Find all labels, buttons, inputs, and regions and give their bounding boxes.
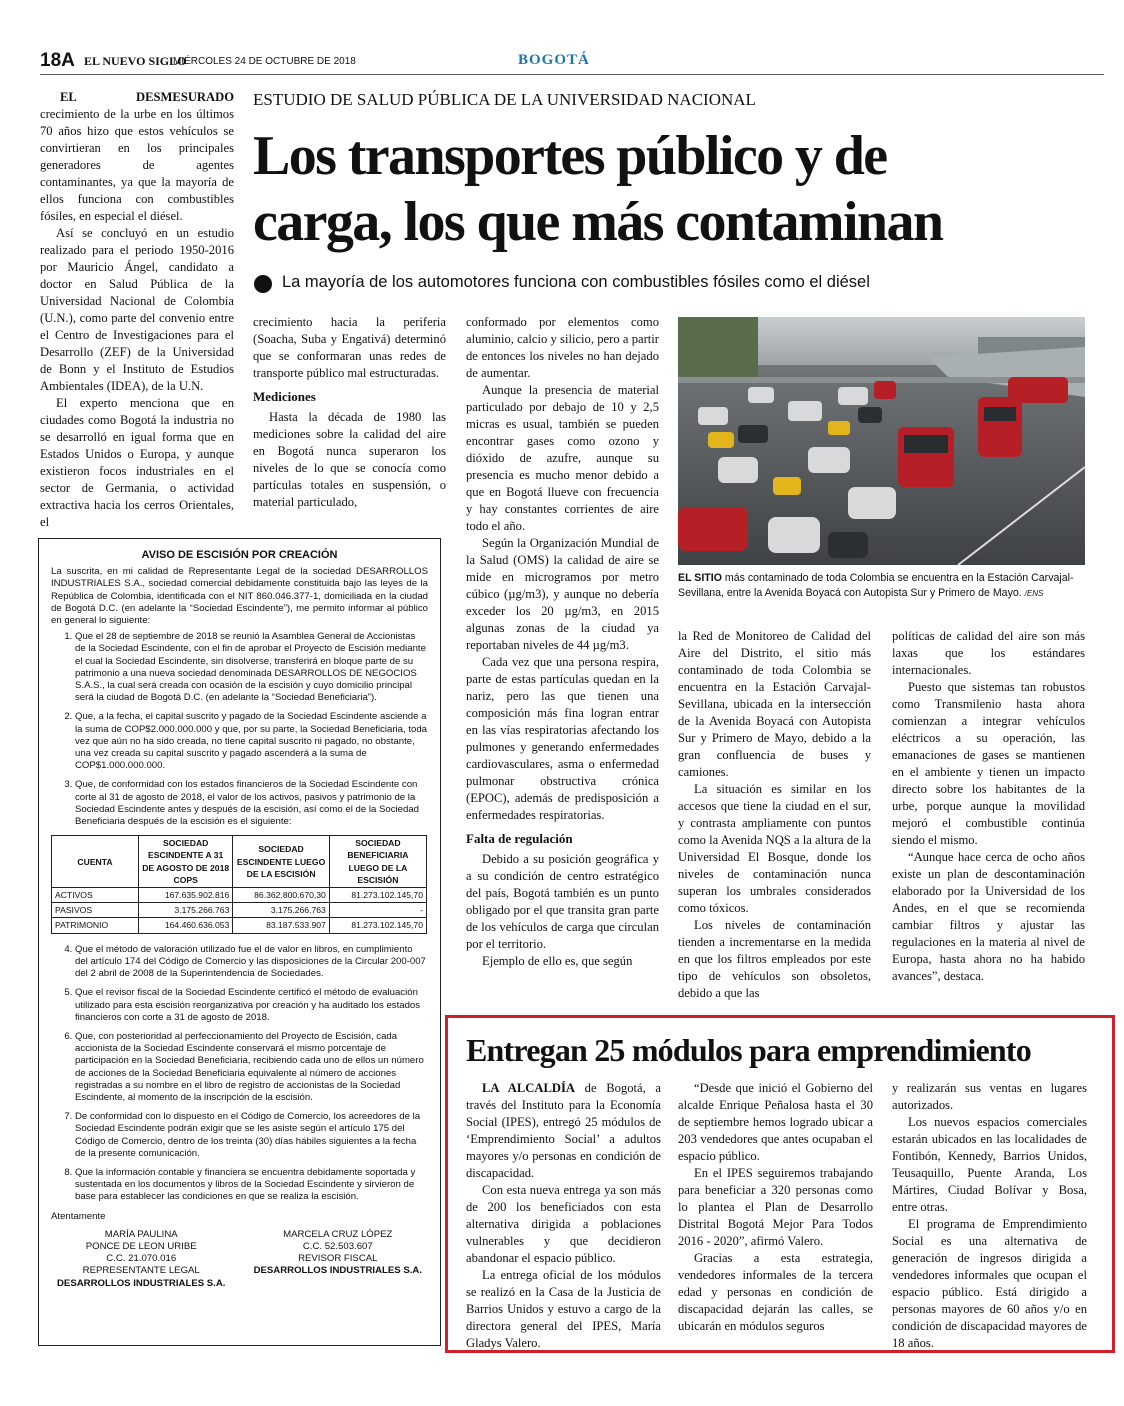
paragraph: la Red de Monitoreo de Calidad del Aire del Distrito, el sitio más contaminado de toda Colombia se encuentra en la Estación Carvajal-Sevillana, ubicada en la intersección de la Avenida Boyacá con Autopista Sur y Primero de Mayo, debido a la gran confluencia de buses y camiones.: [678, 629, 871, 779]
paragraph: Puesto que sistemas tan robustos como Transmilenio hasta ahora comienzan a integrar vehículos eléctricos a su operación, las emanaciones de gases se mantienen en el ambiente y tienen un impacto directo sobre los habitantes de la urbe, porque aunque la movilidad mejoró el combustible continúa siendo el mismo.: [892, 680, 1085, 847]
paragraph: Según la Organización Mundial de la Salud (OMS) la calidad de aire se mide en microgramos por metro cúbico (µg/m3), y aunque no debería exceder los 20 µg/m3, en 2015 algunas zonas de la ciudad ya reportaban niveles de 44 µg/m3.: [466, 536, 659, 652]
signature-fiscal-auditor: MARCELA CRUZ LÓPEZ C.C. 52.503.607 REVISOR FISCAL DESARROLLOS INDUSTRIALES S.A.: [253, 1228, 422, 1277]
table-header: SOCIEDAD ESCINDENTE A 31 DE AGOSTO DE 2018 COPS: [139, 836, 233, 888]
table-header: CUENTA: [52, 836, 139, 888]
notice-item: 4. Que el método de valoración utilizado fue el de valor en libros, en cumplimiento del artículo 174 del Código de Comercio y las disposiciones de la Circular 200-007 del 2 abril de 2008 de la Superintendencia de Sociedades.: [75, 944, 428, 981]
article-column-4: [678, 628, 871, 1002]
issue-date: MIÉRCOLES 24 DE OCTUBRE DE 2018: [173, 56, 356, 67]
article-column-2: [253, 314, 446, 511]
notice-item: 3. Que, de conformidad con los estados financieros de la Sociedad Escindente con corte al 31 de agosto de 2018, el valor de los activos, pasivos y patrimonio de la Sociedad Escindente antes y después de la escisión, así como el de la Sociedad Beneficiaria después de la escisión es el siguiente:: [75, 779, 428, 828]
table-cell: 164.460.636.053: [139, 918, 233, 933]
photo-credit: /ENS: [1024, 589, 1044, 598]
paragraph: En el IPES seguiremos trabajando para beneficiar a 320 personas como lo plantea el Plan de Desarrollo Distrital Bogotá Mejor Para Todos 2016 - 2020”, afirmó Valero.: [678, 1166, 873, 1248]
subhead-bullet: [254, 275, 272, 293]
headline-line: carga, los que más contaminan: [253, 191, 943, 253]
box-column-1: [466, 1080, 661, 1352]
signature-legal-rep: MARÍA PAULINA PONCE DE LEON URIBE C.C. 21.070.016 REPRESENTANTE LEGAL DESARROLLOS INDUSTRIALES S.A.: [57, 1228, 226, 1289]
box-column-2: [678, 1080, 873, 1335]
paragraph: políticas de calidad del aire son más laxas que los estándares internacionales.: [892, 629, 1085, 677]
headline-line: Los transportes público y de: [253, 125, 887, 187]
article-column-5: [892, 628, 1085, 985]
table-cell: 81.273.102.145,70: [329, 918, 426, 933]
notice-item: 6. Que, con posterioridad al perfeccionamiento del Proyecto de Escisión, cada accionista de la Sociedad Escindente conservará el mismo porcentaje de participación en la Sociedad Beneficiaria, recibiendo cada uno de ellos un número de acciones de la Sociedad Beneficiaria equivalente al número de acciones registradas a su nombre en el libro de registro de accionistas de la Sociedad Escindente, al momento de la inscripción de la escisión.: [75, 1031, 428, 1104]
subheading-falta-regulacion: Falta de regulación: [466, 831, 573, 846]
paragraph: Ejemplo de ello es, que según: [482, 954, 633, 968]
paragraph: Los nuevos espacios comerciales estarán ubicados en las localidades de Fontibón, Kennedy, Barrios Unidos, Teusaquillo, Puente Aranda, Los Mártires, Ciudad Bolívar y Bosa, entre otras.: [892, 1115, 1087, 1214]
paragraph: Debido a su posición geográfica y a su condición de centro estratégico del país, Bogotá también es un punto obligado por el que transita gran parte de los vehículos de carga que circulan por el territorio.: [466, 852, 659, 951]
financial-table: [51, 835, 427, 933]
notice-item: 2. Que, a la fecha, el capital suscrito y pagado de la Sociedad Escindente asciende a la suma de COP$2.000.000.000 y que, por su parte, la Sociedad Beneficiaria, toda vez que aún no ha sido creada, no tiene capital suscrito ni pagado, no obstante, una vez creada su capital suscrito y pagado ascenderá a la suma de COP$1.000.000.000.: [75, 711, 428, 772]
paragraph: Con esta nueva entrega ya son más de 200 los beneficiados con esta alternativa dirigida a poblaciones vulnerables y que decidieron abandonar el espacio público.: [466, 1183, 661, 1265]
paragraph: y realizarán sus ventas en lugares autorizados.: [892, 1081, 1087, 1112]
paragraph: “Aunque hace cerca de ocho años existe un plan de descontaminación elaborado por la Universidad de los Andes, en el que se recomienda cambiar filtros y ajustar las regulaciones en la materia al nivel de Europa, hasta ahora no ha habido avances”, destaca.: [892, 850, 1085, 983]
box-headline: Entregan 25 módulos para emprendimiento: [466, 1032, 1031, 1068]
page-header: [40, 48, 1104, 75]
notice-list: [51, 631, 428, 828]
newspaper-name: EL NUEVO SIGLO: [84, 54, 187, 68]
paragraph: Así se concluyó en un estudio realizado para el periodo 1950-2016 por Mauricio Ángel, candidato a doctor en Salud Pública de la Universidad Nacional de Colombia (U.N.), como parte del convenio entre el Centro de Investigaciones para el Desarrollo (ZEF) de la Universidad de Bonn y el Instituto de Estudios Ambientales (IDEA), de la U.N.: [40, 226, 234, 393]
table-cell: ACTIVOS: [52, 888, 139, 903]
traffic-jam-illustration: [678, 317, 1085, 565]
table-cell: -: [329, 903, 426, 918]
table-cell: 167.635.902.816: [139, 888, 233, 903]
table-cell: 3.175.266.763: [233, 903, 329, 918]
paragraph: La entrega oficial de los módulos se realizó en la Casa de la Justicia de Barrios Unidos y estuvo a cargo de la directora general del IPES, María Gladys Valero.: [466, 1268, 661, 1350]
featured-story-box: [445, 1015, 1115, 1353]
kicker: ESTUDIO DE SALUD PÚBLICA DE LA UNIVERSIDAD NACIONAL: [253, 90, 756, 109]
paragraph: El programa de Emprendimiento Social es una alternativa de generación de ingresos dirigida a vendedores informales que ocupan el espacio público. Está dirigido a personas mayores de 60 años y/o en condición de discapacidad mayores de 18 años.: [892, 1217, 1087, 1350]
paragraph: crecimiento hacia la periferia (Soacha, Suba y Engativá) determinó que se conformaran unas redes de transporte público mal estructuradas.: [253, 315, 446, 380]
table-header: SOCIEDAD ESCINDENTE LUEGO DE LA ESCISIÓN: [233, 836, 329, 888]
closing: Atentamente: [51, 1210, 106, 1222]
paragraph: La situación es similar en los accesos que tiene la ciudad en el sur, y contrasta ampliamente con puntos como la Avenida NQS a la altura de la Universidad El Bosque, donde los niveles de contaminación nunca superan los umbrales considerados como tóxicos.: [678, 782, 871, 915]
table-row: [52, 918, 427, 933]
box-column-3: [892, 1080, 1087, 1352]
paragraph: Los niveles de contaminación tienden a incrementarse en la medida en que los filtros empleados por este tipo de vehículos son obsoletos, debido a que las: [678, 918, 871, 1000]
paragraph: Cada vez que una persona respira, parte de estas partículas quedan en la nariz, pero las que tienen una composición más fina logran entrar en las vías respiratorias afectando los pulmones y generando enfermedades cardiovasculares, asma o enfermedad pulmonar obstructiva crónica (EPOC), además de predisposición a enfermedades respiratorias.: [466, 655, 659, 822]
lead-in: LA ALCALDÍA: [482, 1081, 575, 1095]
notice-list-continued: [51, 944, 428, 1204]
page-number: 18A: [40, 50, 75, 71]
notice-item: 5. Que el revisor fiscal de la Sociedad Escindente certificó el método de evaluación utilizado para esta escisión reorganizativa por creación y ha auditado los estados financieros con corte a 31 de agosto de 2018.: [75, 987, 428, 1024]
paragraph: LA ALCALDÍA de Bogotá, a través del Instituto para la Economía Social (IPES), entregó 25 módulos de ‘Emprendimiento Social’ a adultos mayores y/o personas en condición de discapacidad.: [466, 1081, 662, 1180]
paragraph: Gracias a esta estrategia, vendedores informales de la tercera edad y personas en condición de discapacidad dejarán las calles, se ubicarán en módulos seguros: [678, 1251, 873, 1333]
table-cell: PATRIMONIO: [52, 918, 139, 933]
notice-intro: La suscrita, en mi calidad de Representante Legal de la sociedad DESARROLLOS INDUSTRIALES S.A., sociedad comercial debidamente constituida bajo las leyes de la República de Colombia, identificada con el NIT 860.046.377-1, domiciliada en la ciudad de Bogotá D.C. (en adelante la “Sociedad Escindente”), me permito informar al público en general lo siguiente:: [51, 566, 428, 627]
paragraph: EL DESMESURADO crecimiento de la urbe en los últimos 70 años hizo que estos vehículos se convirtieran en los principales generadores de agentes contaminantes, ya que la mayoría de ellos funciona con combustibles fósiles, en especial el diésel.: [40, 90, 234, 223]
paragraph: Aunque la presencia de material particulado por debajo de 10 y 2,5 micras es usual, también se pueden encontrar gases como ozono y dióxido de azufre, aunque su presencia es mucho menor debido a que en Bogotá llueve con frecuencia y hay constantes corrientes de aire todo el año.: [466, 383, 659, 533]
table-cell: 81.273.102.145,70: [329, 888, 426, 903]
traffic-photo: [678, 317, 1085, 565]
table-header-row: [52, 836, 427, 888]
paragraph: Hasta la década de 1980 las mediciones sobre la calidad del aire en Bogotá nunca superaron los niveles de lo que se conocía como partículas totales en suspensión, o material particulado,: [253, 410, 446, 509]
notice-title: AVISO DE ESCISIÓN POR CREACIÓN: [141, 549, 338, 561]
signatures: [51, 1229, 428, 1290]
table-header: SOCIEDAD BENEFICIARIA LUEGO DE LA ESCISIÓN: [329, 836, 426, 888]
paragraph: conformado por elementos como aluminio, calcio y silicio, pero a partir de entonces los niveles no han dejado de aumentar.: [466, 315, 659, 380]
legal-notice: [38, 538, 441, 1346]
left-column-text: [40, 89, 234, 531]
paragraph: “Desde que inició el Gobierno del alcalde Enrique Peñalosa hasta el 30 de septiembre hemos logrado ubicar a 203 vendedores que antes ocupaban el espacio público.: [678, 1081, 873, 1163]
subheading-mediciones: Mediciones: [253, 389, 316, 404]
subhead: La mayoría de los automotores funciona con combustibles fósiles como el diésel: [282, 273, 870, 291]
photo-caption: EL SITIO más contaminado de toda Colombia se encuentra en la Estación Carvajal-Sevillana, entre la Avenida Boyacá con Autopista Sur y Primero de Mayo. /ENS: [678, 572, 1074, 599]
paragraph: El experto menciona que en ciudades como Bogotá la industria no se desarrolló en igual forma que en Estados Unidos o Europa, y aunque existieron focos industriales en el sector de Germania, o actividad extractiva hacia los cerros Orientales, el: [40, 396, 234, 529]
notice-item: 7. De conformidad con lo dispuesto en el Código de Comercio, los acreedores de la Sociedad Escindente podrán exigir que se les asiste según el artículo 175 del Código de Comercio, dentro de los treinta (30) días hábiles siguientes a la fecha de la presente comunicación.: [75, 1111, 428, 1160]
section-name: BOGOTÁ: [518, 52, 590, 68]
table-row: [52, 888, 427, 903]
table-cell: 83.187.533.907: [233, 918, 329, 933]
table-cell: PASIVOS: [52, 903, 139, 918]
caption-lead: EL SITIO: [678, 572, 722, 584]
table-cell: 3.175.266.763: [139, 903, 233, 918]
article-column-3: [466, 314, 659, 970]
table-cell: 86.362.800.670,30: [233, 888, 329, 903]
headline: [253, 123, 942, 255]
lead-in: EL DESMESURADO: [60, 90, 234, 104]
notice-item: 8. Que la información contable y financiera se encuentra debidamente soportada y sustentada en los documentos y libros de la Sociedad Escindente y sirvieron de base para establecer las condiciones en que se realiza la escisión.: [75, 1167, 428, 1204]
notice-item: 1. Que el 28 de septiembre de 2018 se reunió la Asamblea General de Accionistas de la Sociedad Escindente, con el fin de aprobar el Proyecto de Escisión mediante el cual la Sociedad Escindente, sin disolverse, transferirá en bloque parte de su patrimonio a una nueva sociedad denominada DESARROLLOS DE NEGOCIOS S.A.S., la cual será creada con ocasión de la escisión y cuyo domicilio principal será la ciudad de Bogotá D.C. (en adelante la “Sociedad Beneficiaria”).: [75, 631, 428, 704]
table-row: [52, 903, 427, 918]
